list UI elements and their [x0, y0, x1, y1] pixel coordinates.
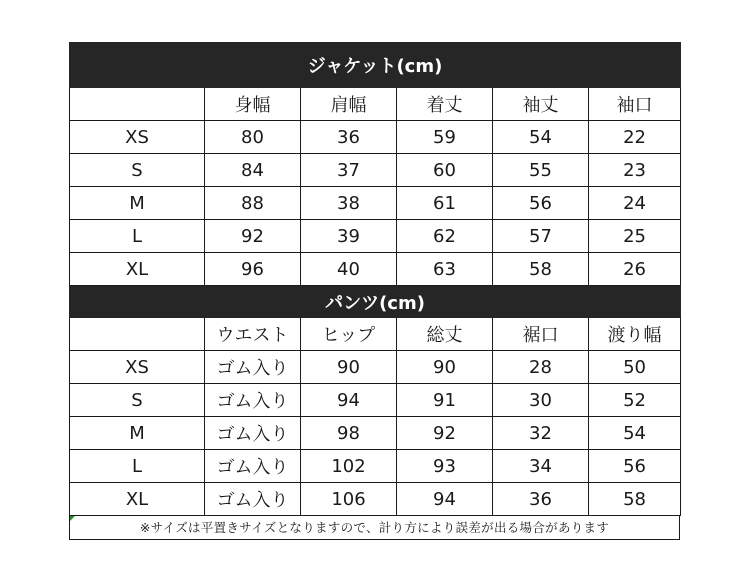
table-cell: ゴム入り [205, 483, 301, 516]
table-cell: 94 [397, 483, 493, 516]
header-cell: ウエスト [205, 318, 301, 351]
header-cell: 袖丈 [493, 88, 589, 121]
header-cell: 袖口 [589, 88, 681, 121]
table-cell: 91 [397, 384, 493, 417]
table-cell: 63 [397, 253, 493, 286]
table-row [70, 220, 681, 253]
table-cell: 25 [589, 220, 681, 253]
header-cell: 総丈 [397, 318, 493, 351]
table-cell: 55 [493, 154, 589, 187]
table-cell: 40 [301, 253, 397, 286]
pants-title: パンツ(cm) [70, 286, 681, 318]
size-label: M [70, 187, 205, 220]
table-cell: 90 [397, 351, 493, 384]
table-cell: 36 [301, 121, 397, 154]
table-cell: 94 [301, 384, 397, 417]
size-note-text: ※サイズは平置きサイズとなりますので、計り方により誤差が出る場合があります [139, 520, 610, 535]
pants-header-row [70, 318, 681, 351]
table-row [70, 450, 681, 483]
table-cell: 58 [493, 253, 589, 286]
size-label: L [70, 220, 205, 253]
table-cell: 61 [397, 187, 493, 220]
header-cell: 裾口 [493, 318, 589, 351]
corner-mark [70, 516, 75, 521]
header-cell [70, 88, 205, 121]
header-cell: 身幅 [205, 88, 301, 121]
table-cell: 56 [589, 450, 681, 483]
table-cell: 88 [205, 187, 301, 220]
table-cell: 37 [301, 154, 397, 187]
table-cell: 96 [205, 253, 301, 286]
table-cell: 92 [397, 417, 493, 450]
table-cell: 60 [397, 154, 493, 187]
header-cell [70, 318, 205, 351]
table-cell: 30 [493, 384, 589, 417]
jacket-title: ジャケット(cm) [70, 43, 681, 88]
table-cell: 36 [493, 483, 589, 516]
table-cell: 52 [589, 384, 681, 417]
table-cell: 54 [493, 121, 589, 154]
header-cell: ヒップ [301, 318, 397, 351]
table-cell: 62 [397, 220, 493, 253]
table-cell: 28 [493, 351, 589, 384]
size-chart [69, 42, 680, 540]
table-cell: 39 [301, 220, 397, 253]
table-row [70, 187, 681, 220]
header-cell: 肩幅 [301, 88, 397, 121]
size-label: XS [70, 351, 205, 384]
table-cell: 92 [205, 220, 301, 253]
size-label: XL [70, 483, 205, 516]
table-cell: 106 [301, 483, 397, 516]
table-cell: 38 [301, 187, 397, 220]
table-row [70, 154, 681, 187]
jacket-title-row [70, 43, 681, 88]
table-cell: 93 [397, 450, 493, 483]
table-row [70, 417, 681, 450]
table-cell: 57 [493, 220, 589, 253]
table-cell: 58 [589, 483, 681, 516]
table-cell: 54 [589, 417, 681, 450]
table-cell: 59 [397, 121, 493, 154]
header-cell: 渡り幅 [589, 318, 681, 351]
table-row [70, 483, 681, 516]
table-cell: 84 [205, 154, 301, 187]
size-label: XS [70, 121, 205, 154]
table-row [70, 253, 681, 286]
table-cell: ゴム入り [205, 384, 301, 417]
size-label: L [70, 450, 205, 483]
size-label: S [70, 384, 205, 417]
table-cell: 24 [589, 187, 681, 220]
table-cell: ゴム入り [205, 351, 301, 384]
table-cell: 80 [205, 121, 301, 154]
table-cell: 32 [493, 417, 589, 450]
size-label: S [70, 154, 205, 187]
size-label: XL [70, 253, 205, 286]
table-cell: 34 [493, 450, 589, 483]
header-cell: 着丈 [397, 88, 493, 121]
jacket-header-row [70, 88, 681, 121]
size-note [69, 516, 680, 540]
table-cell: 90 [301, 351, 397, 384]
size-label: M [70, 417, 205, 450]
table-row [70, 384, 681, 417]
table-cell: 56 [493, 187, 589, 220]
pants-title-row [70, 286, 681, 318]
table-cell: 102 [301, 450, 397, 483]
table-cell: ゴム入り [205, 450, 301, 483]
table-row [70, 351, 681, 384]
table-cell: 98 [301, 417, 397, 450]
size-table [69, 42, 681, 516]
table-cell: ゴム入り [205, 417, 301, 450]
table-cell: 23 [589, 154, 681, 187]
table-row [70, 121, 681, 154]
table-cell: 26 [589, 253, 681, 286]
table-cell: 50 [589, 351, 681, 384]
table-cell: 22 [589, 121, 681, 154]
